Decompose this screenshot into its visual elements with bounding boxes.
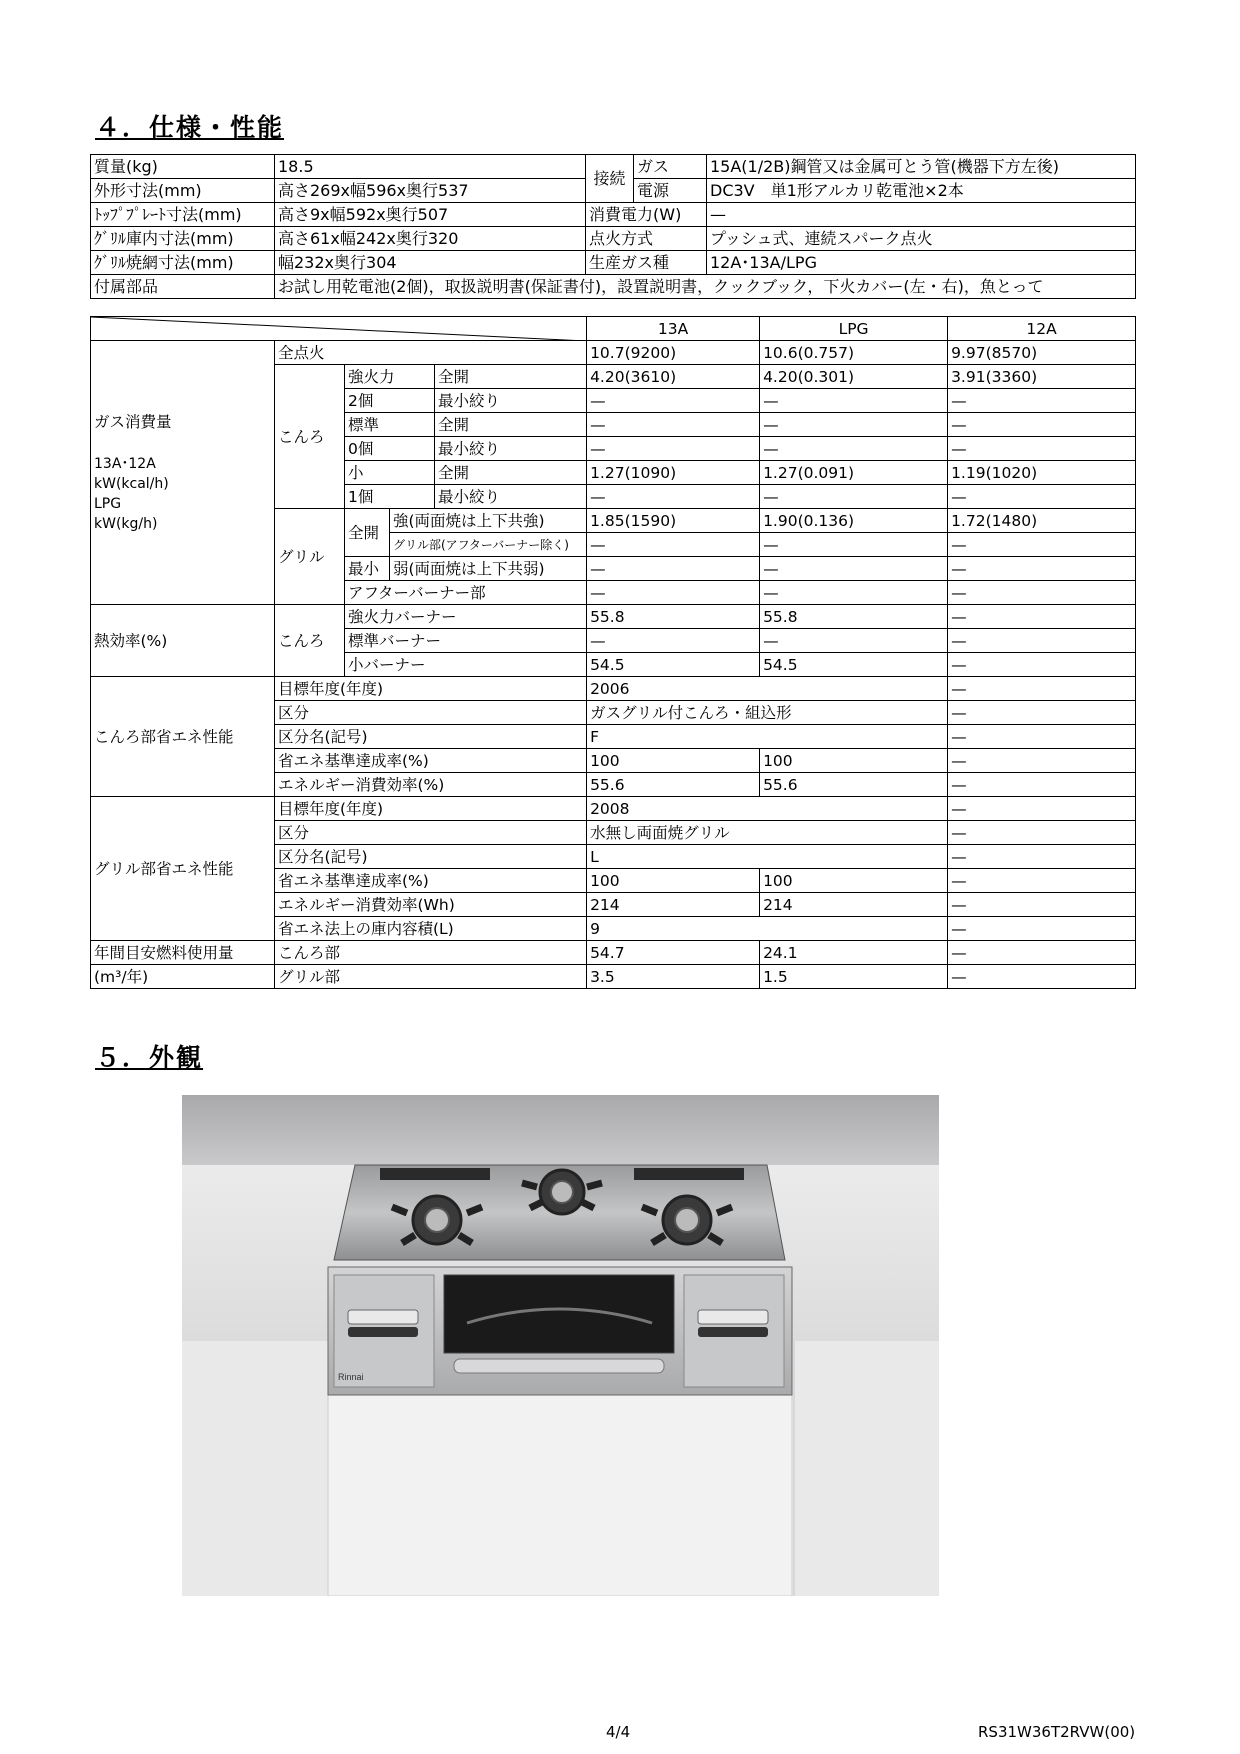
model-number: RS31W36T2RVW(00) [978,1723,1136,1741]
table-cell: 4.20(3610) [587,365,760,389]
table-cell: — [587,389,760,413]
row-label: 標準 [345,413,435,437]
table-cell: 9.97(8570) [948,341,1136,365]
cooktop-illustration [182,1095,939,1596]
table-cell: — [948,629,1136,653]
table-cell: — [760,533,948,557]
header-diagonal-cell [91,317,587,341]
table-cell: — [948,797,1136,821]
row-label: 全点火 [275,341,587,365]
table-cell: — [948,941,1136,965]
wall [182,1095,939,1165]
table-cell: 214 [760,893,948,917]
table-cell: — [948,677,1136,701]
table-cell: — [587,629,760,653]
row-label: 最小絞り [435,485,587,509]
spec-value: DC3V 単1形アルカリ乾電池×2本 [707,179,1136,203]
table-cell: 100 [760,869,948,893]
table-cell: 2006 [587,677,948,701]
row-label: 省エネ法上の庫内容積(L) [275,917,587,941]
row-label: 最小 [345,557,390,581]
row-label: エネルギー消費効率(%) [275,773,587,797]
table-cell: — [587,485,760,509]
brand-logo: Rinnai [338,1372,364,1382]
spec-label: 点火方式 [586,227,707,251]
spec-value: — [707,203,1136,227]
table-cell: 100 [587,869,760,893]
table-cell: — [948,605,1136,629]
spec-value: 高さ269x幅596x奥行537 [275,179,586,203]
table-cell: 1.5 [760,965,948,989]
table-cell: — [587,557,760,581]
row-label: 目標年度(年度) [275,677,587,701]
table-cell: — [948,533,1136,557]
table-cell: — [948,965,1136,989]
knob-left [348,1310,418,1324]
table-cell: — [948,893,1136,917]
table-cell: 214 [587,893,760,917]
table-cell: — [948,773,1136,797]
table-cell: 1.27(0.091) [760,461,948,485]
table-cell: F [587,725,948,749]
grill-window [444,1275,674,1353]
spec-value: 12A･13A/LPG [707,251,1136,275]
section-4-title: ４．仕様・性能 [95,113,285,142]
table-cell: — [948,437,1136,461]
vent-left [380,1168,490,1180]
row-label: グリル部(アフターバーナー除く) [390,533,587,557]
row-group-label: グリル [275,509,345,605]
table-cell: 10.6(0.757) [760,341,948,365]
row-label: 全開 [345,509,390,557]
row-label: 最小絞り [435,437,587,461]
table-cell: — [948,701,1136,725]
row-label: 小バーナー [345,653,587,677]
spec-label: 外形寸法(mm) [91,179,275,203]
table-cell: 1.90(0.136) [760,509,948,533]
spec-value: 高さ9x幅592x奥行507 [275,203,586,227]
table-cell: — [760,581,948,605]
spec-label: 接続 [586,155,634,203]
spec-value: 幅232x奥行304 [275,251,586,275]
table-cell: 3.91(3360) [948,365,1136,389]
konro-eco-title: こんろ部省エネ性能 [91,677,275,797]
grill-eco-title: グリル部省エネ性能 [91,797,275,941]
table-cell: — [948,869,1136,893]
diagonal-line [91,317,586,341]
row-label: 全開 [435,461,587,485]
knob-right [698,1310,768,1324]
row-label: 小 [345,461,435,485]
row-label: 強火力バーナー [345,605,587,629]
row-label: 区分 [275,701,587,725]
table-cell: — [760,437,948,461]
spec-value: 15A(1/2B)鋼管又は金属可とう管(機器下方左後) [707,155,1136,179]
row-group-label: こんろ [275,605,345,677]
row-label: 区分名(記号) [275,845,587,869]
table-cell: — [948,917,1136,941]
spec-label: 生産ガス種 [586,251,707,275]
table-cell: — [948,653,1136,677]
row-label: 省エネ基準達成率(%) [275,869,587,893]
performance-table [90,316,1136,989]
table-cell: — [760,389,948,413]
row-label: 最小絞り [435,389,587,413]
section-5-title: ５．外観 [95,1043,204,1072]
table-cell: — [948,725,1136,749]
table-cell: 水無し両面焼グリル [587,821,948,845]
gas-consumption-title-cell [91,341,275,605]
row-label: 1個 [345,485,435,509]
table-cell: — [948,821,1136,845]
spec-label: ｸﾞﾘﾙ焼網寸法(mm) [91,251,275,275]
row-label: 2個 [345,389,435,413]
table-cell: — [948,749,1136,773]
table-cell: 2008 [587,797,948,821]
table-cell: 10.7(9200) [587,341,760,365]
row-label: 目標年度(年度) [275,797,587,821]
table-cell: ガスグリル付こんろ・組込形 [587,701,948,725]
vent-right [634,1168,744,1180]
spec-label: ｸﾞﾘﾙ庫内寸法(mm) [91,227,275,251]
table-cell: 55.6 [587,773,760,797]
spec-value: プッシュ式、連続スパーク点火 [707,227,1136,251]
table-cell: — [587,413,760,437]
table-cell: — [948,557,1136,581]
gas-consumption-title: ガス消費量 [94,412,172,431]
table-cell: — [948,581,1136,605]
row-label: 全開 [435,365,587,389]
row-label: 区分名(記号) [275,725,587,749]
grill-handle [454,1359,664,1373]
column-header-lpg: LPG [760,317,948,341]
gas-unit: 13A･12A [94,455,156,472]
table-cell: — [587,437,760,461]
table-cell: — [760,413,948,437]
table-cell: 1.27(1090) [587,461,760,485]
table-cell: — [760,557,948,581]
annual-usage-unit: (m³/年) [91,965,275,989]
table-cell: 100 [587,749,760,773]
table-cell: L [587,845,948,869]
spec-value: 高さ61x幅242x奥行320 [275,227,586,251]
table-cell: 54.5 [760,653,948,677]
table-cell: 100 [760,749,948,773]
row-label: エネルギー消費効率(Wh) [275,893,587,917]
row-label: 0個 [345,437,435,461]
table-cell: 1.72(1480) [948,509,1136,533]
spec-label: 付属部品 [91,275,275,299]
thermal-efficiency-title: 熱効率(%) [91,605,275,677]
gas-unit: kW(kcal/h) [94,475,169,492]
gas-unit: LPG [94,495,122,512]
row-group-label: こんろ [275,365,345,509]
annual-usage-title: 年間目安燃料使用量 [91,941,275,965]
row-label: こんろ部 [275,941,587,965]
table-cell: 54.7 [587,941,760,965]
table-cell: 24.1 [760,941,948,965]
row-label: 標準バーナー [345,629,587,653]
table-cell: 1.85(1590) [587,509,760,533]
table-cell: 1.19(1020) [948,461,1136,485]
table-cell: 55.8 [587,605,760,629]
row-label: 全開 [435,413,587,437]
spec-label: 消費電力(W) [586,203,707,227]
spec-label: ﾄｯﾌﾟﾌﾟﾚｰﾄ寸法(mm) [91,203,275,227]
row-label: 省エネ基準達成率(%) [275,749,587,773]
table-cell: 55.8 [760,605,948,629]
table-cell: — [760,629,948,653]
spec-table [90,154,1136,299]
table-cell: — [760,485,948,509]
table-cell: — [948,389,1136,413]
table-cell: — [948,413,1136,437]
spec-label: 質量(kg) [91,155,275,179]
table-cell: 3.5 [587,965,760,989]
column-header-13a: 13A [587,317,760,341]
table-cell: 4.20(0.301) [760,365,948,389]
spec-value: 18.5 [275,155,586,179]
table-cell: — [587,581,760,605]
table-cell: 55.6 [760,773,948,797]
spec-label: ガス [634,155,707,179]
table-cell: 54.5 [587,653,760,677]
gas-unit: kW(kg/h) [94,515,158,532]
row-label: アフターバーナー部 [345,581,587,605]
table-cell: — [948,845,1136,869]
row-label: 強(両面焼は上下共強) [390,509,587,533]
product-photo [182,1095,939,1596]
row-label: 区分 [275,821,587,845]
spec-label: 電源 [634,179,707,203]
row-label: グリル部 [275,965,587,989]
table-cell: — [587,533,760,557]
table-cell: 9 [587,917,948,941]
table-cell: — [948,485,1136,509]
spec-value: お試し用乾電池(2個)，取扱説明書(保証書付)，設置説明書，クックブック，下火カバー(左・右)，魚とって [275,275,1136,299]
row-label: 弱(両面焼は上下共弱) [390,557,587,581]
row-label: 強火力 [345,365,435,389]
page-number: 4/4 [606,1723,631,1741]
column-header-12a: 12A [948,317,1136,341]
